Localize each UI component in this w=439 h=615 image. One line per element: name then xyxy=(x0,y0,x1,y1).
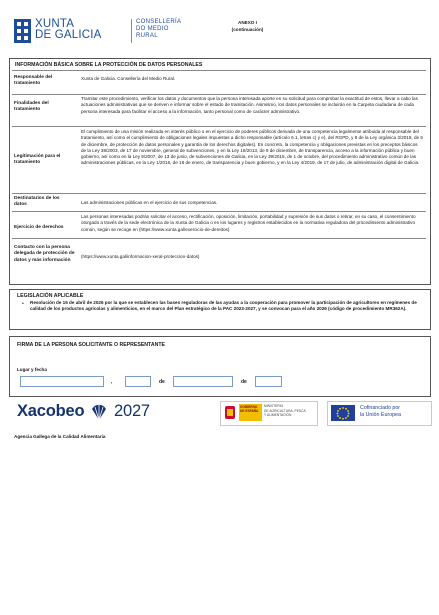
row-value-legitimation: El cumplimiento de una misión realizada en interés público o en el ejercicio de poderes públicos derivada de una competencia legalmente atribuida al responsable del tratamiento, así como el cumplimiento de obligaciones legales impuestas a dicho responsable (artículo 6.1, letras c) y e), del RGPD, y 8 de la Ley orgánica 3/2018, de 5 de diciembre, de protección de datos personales y garantía de los derechos digitales). En concreto, la competencia y obligaciones previstas en los preceptos básicos de la Ley 38/2003, de 17 de noviembre, general de subvenciones, y en la Ley 19/2013, de 9 de diciembre, de transparencia, acceso a la información pública y buen gobierno, así como en la Ley 9/2007, de 13 de junio, de subvenciones de Galicia, en la Ley 39/2015, de 1 de octubre, del procedimiento administrativo común de las administraciones públicas, en la Ley 1/2016, de 18 de enero, de transparencia y buen gobierno, y en la Ley 4/2019, de 17 de julio, de administración digital de Galicia. xyxy=(81,129,423,166)
eu-flag-icon xyxy=(331,405,355,421)
row-value-controller: Xunta de Galicia. Consellería del Medio Rural. xyxy=(81,76,176,81)
row-rule xyxy=(12,238,426,239)
dept-name-line2: DO MEDIO xyxy=(136,26,169,32)
row-rule xyxy=(12,193,426,194)
org-name-line2: DE GALICIA xyxy=(35,29,102,41)
row-rule xyxy=(12,94,426,95)
dept-name-line3: RURAL xyxy=(136,33,158,39)
row-value-rights: Las personas interesadas podrán solicitar el acceso, rectificación, oposición, limitación, portabilidad y supresión de sus datos o retirar, en su caso, el consentimiento otorgado a través de la sede electrónica de la Xunta de Galicia o en los lugares y registros establecidos en la normativa reguladora del procedimiento administrativo común, según se recoge en (https://www.xunta.gal/exercicio-de-dereitos). xyxy=(81,214,416,232)
government-label xyxy=(240,405,258,414)
annex-title: ANEXO I xyxy=(238,20,257,25)
row-label-contact: Contacto con la persona delegada de protección de datos y más información xyxy=(14,245,75,263)
month-input[interactable] xyxy=(173,376,233,387)
ministry-line3: Y ALIMENTACIÓN xyxy=(264,413,292,417)
de-separator-1: de xyxy=(159,379,165,385)
section-rule xyxy=(12,70,426,71)
eu-cofinance-label xyxy=(360,405,401,419)
xacobeo-year: 2027 xyxy=(114,402,150,420)
day-input[interactable] xyxy=(125,376,151,387)
agency-name: Agencia Gallega de la Calidad Alimentaria xyxy=(14,434,106,439)
signature-title: FIRMA DE LA PERSONA SOLICITANTE O REPRESENTANTE xyxy=(17,342,165,348)
ministry-line1: MINISTERIO xyxy=(264,404,284,408)
row-rule xyxy=(12,211,426,212)
row-label-recipients: Destinatarios de los datos xyxy=(14,196,60,208)
place-input[interactable] xyxy=(20,376,104,387)
eu-cofinance-line1: Cofinanciado por xyxy=(360,405,401,411)
de-separator-2: de xyxy=(241,379,247,385)
row-label-legitimation: Legitimación para el tratamiento xyxy=(14,154,61,166)
annex-heading xyxy=(200,20,295,33)
comma-separator: , xyxy=(111,379,113,385)
year-input[interactable] xyxy=(255,376,282,387)
org-name xyxy=(35,19,102,41)
dept-name-line1: CONSELLERÍA xyxy=(136,19,182,25)
scallop-shell-icon xyxy=(90,403,108,421)
xunta-logo-icon xyxy=(14,19,31,43)
legislation-text: Resolución de 15 de abril de 2026 por la que se establecen las bases reguladoras de las ayudas a la cooperación para promover la participación de agricultores en regímenes de calidad de los productos agrícolas y alimenticios, en el marco del Plan estratégico de la PAC 2023-2027, y se convocan para el año 2026 (código de procedimiento MR362A). xyxy=(30,300,417,312)
row-value-recipients: Las administraciones públicas en el ejercicio de sus competencias. xyxy=(81,200,218,205)
dept-name xyxy=(136,19,181,40)
eu-cofinance-line2: la Unión Europea xyxy=(360,412,401,418)
org-name-line1: XUNTA xyxy=(35,18,75,30)
legislation-title: LEGISLACIÓN APLICABLE xyxy=(17,293,84,299)
row-label-rights: Ejercicio de derechos xyxy=(14,225,64,230)
row-value-purposes: Tramitar este procedimiento, verificar los datos y documentos que la persona interesada aporte en su solicitud para comprobar la exactitud de estos, llevar a cabo las actuaciones administrativas que se deriven e informar sobre el estado de tramitación. Asimismo, los datos personales se incluirán en la Carpeta ciudadana de cada persona interesada para facilitar el acceso a la información, tanto personal como de carácter administrativo. xyxy=(81,96,418,114)
government-line2: DE ESPAÑA xyxy=(240,409,259,414)
annex-subtitle: (continuación) xyxy=(231,26,264,32)
xacobeo-logo-text: Xacobeo xyxy=(17,402,85,420)
row-rule xyxy=(12,126,426,127)
legislation-bullet: • xyxy=(22,301,24,307)
row-value-contact: (https://www.xunta.gal/informacion-xeral-proteccion-datos) xyxy=(81,254,200,259)
ministry-label xyxy=(264,404,306,418)
place-date-label: Lugar y fecha xyxy=(17,367,47,372)
ministry-line2: DE AGRICULTURA, PESCA xyxy=(264,408,306,413)
row-label-controller: Responsable del tratamiento xyxy=(14,75,53,87)
header-divider xyxy=(131,19,132,43)
row-label-purposes: Finalidades del tratamiento xyxy=(14,101,49,113)
spain-coat-of-arms-icon xyxy=(224,404,236,421)
data-protection-title: INFORMACIÓN BÁSICA SOBRE LA PROTECCIÓN DE DATOS PERSONALES xyxy=(15,62,203,68)
government-line1: GOBIERNO xyxy=(240,405,258,409)
